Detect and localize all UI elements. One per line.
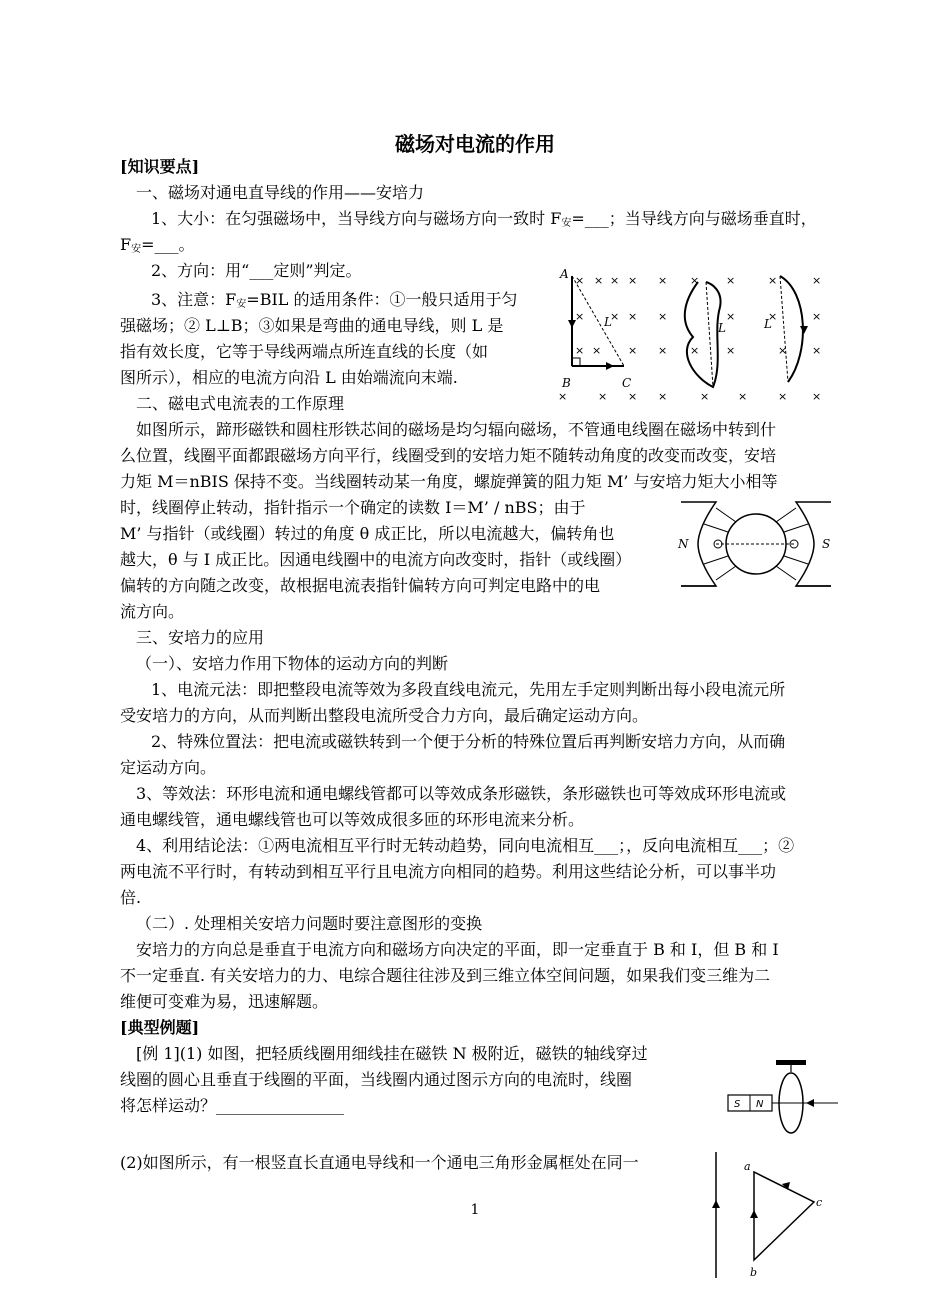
s3-sub1: （一）、安培力作用下物体的运动方向的判断 [136,654,449,673]
svg-text:×: × [726,344,736,357]
s2-line8: 流方向。 [120,602,185,621]
s2-line6: 越大，θ 与 I 成正比。因通电线圈中的电流方向改变时，指针（或线圈） [120,550,632,569]
svg-text:c: c [816,1196,823,1209]
s2-line5: M’ 与指针（或线圈）转过的角度 θ 成正比，所以电流越大，偏转角也 [120,524,615,543]
s2-line7: 偏转的方向随之改变，故根据电流表指针偏转方向可判定电路中的电 [120,576,601,595]
s3-para-line1: 安培力的方向总是垂直于电流方向和磁场方向决定的平面，即一定垂直于 B 和 I，但 B 和 I [136,940,779,959]
svg-text:×: × [726,310,736,323]
magnet-coil-figure [724,1058,844,1138]
svg-text:×: × [738,390,748,403]
svg-text:×: × [658,344,668,357]
svg-text:×: × [700,390,710,403]
svg-text:L: L [718,321,726,335]
svg-text:×: × [610,310,620,323]
svg-text:L: L [604,315,612,329]
svg-text:S: S [734,1099,741,1110]
svg-text:×: × [628,390,638,403]
svg-text:×: × [690,344,700,357]
svg-text:×: × [592,344,602,357]
s1-line6: 指有效长度，它等于导线两端点所连直线的长度（如 [120,342,489,361]
svg-text:A: A [560,267,569,281]
s1-line3: 2、方向：用“___定则”判定。 [151,261,362,280]
section-knowledge-heading: [知识要点] [120,157,200,176]
svg-text:×: × [658,390,668,403]
svg-text:B: B [562,376,571,390]
svg-text:N: N [678,537,689,551]
svg-text:×: × [598,390,608,403]
s2-line1: 如图所示，蹄形磁铁和圆柱形铁芯间的磁场是均匀辐向磁场，不管通电线圈在磁场中转到什 [136,420,777,439]
s2-line4: 时，线圈停止转动，指针指示一个确定的读数 I＝M’ / nBS；由于 [120,498,586,517]
svg-text:a: a [744,1160,751,1173]
example1-line3: 将怎样运动？________________ [120,1096,345,1115]
svg-text:C: C [622,376,632,390]
svg-text:×: × [658,274,668,287]
svg-text:×: × [575,344,585,357]
svg-text:×: × [812,274,822,287]
method4-line1: 4、利用结论法：①两电流相互平行时无转动趋势，同向电流相互___；，反向电流相互___；② [136,836,795,855]
s3-heading: 三、安培力的应用 [136,628,265,647]
svg-text:×: × [628,274,638,287]
example2-line1: (2)如图所示，有一根竖直长直通电导线和一个通电三角形金属框处在同一 [120,1153,639,1172]
s1-heading: 一、磁场对通电直导线的作用——安培力 [136,183,425,202]
s2-heading: 二、磁电式电流表的工作原理 [136,394,345,413]
svg-text:×: × [726,274,736,287]
svg-text:S: S [822,537,831,551]
method3-line2: 通电螺线管，通电螺线管也可以等效成很多匝的环形电流来分析。 [120,810,585,829]
svg-text:×: × [812,344,822,357]
svg-text:×: × [558,390,568,403]
svg-text:L: L [764,317,772,331]
s3-para-line2: 不一定垂直. 有关安培力的力、电综合题往往涉及到三维立体空间问题，如果我们变三维为二 [120,966,771,985]
method4-line3: 倍. [120,888,142,907]
svg-text:×: × [575,274,585,287]
s1-line1: 1、大小：在匀强磁场中，当导线方向与磁场方向一致时 $F_安=\_\_\_$；当导线方向与磁场垂直时， [151,209,817,229]
svg-text:×: × [594,274,604,287]
effective-length-figure [548,262,838,404]
method2-line1: 2、特殊位置法：把电流或磁铁转到一个便于分析的特殊位置后再判断安培力方向，从而确 [151,732,786,751]
galvanometer-figure [676,494,836,594]
svg-text:×: × [778,390,788,403]
svg-text:×: × [768,310,778,323]
method1-line1: 1、电流元法：即把整段电流等效为多段直线电流元，先用左手定则判断出每小段电流元所 [151,680,786,699]
svg-text:×: × [778,344,788,357]
page-number: 1 [470,1202,480,1218]
s1-line7: 图所示），相应的电流方向沿 L 由始端流向末端. [120,368,458,387]
svg-text:×: × [812,390,822,403]
svg-text:×: × [658,310,668,323]
svg-text:×: × [628,310,638,323]
s1-line4: 3、注意：$F_安=BIL$ 的适用条件：①一般只适用于匀 [151,290,518,310]
example1-line2: 线圈的圆心且垂直于线圈的平面，当线圈内通过图示方向的电流时，线圈 [120,1070,633,1089]
s2-line3: 力矩 M＝nBIS 保持不变。当线圈转动某一角度，螺旋弹簧的阻力矩 M’ 与安培力矩大小相等 [120,472,778,491]
s1-line5: 强磁场；② L⊥B；③如果是弯曲的通电导线，则 L 是 [120,316,504,335]
s1-line2: $F_安=\_\_\_$。 [120,235,195,255]
s3-sub2: （二）. 处理相关安培力问题时要注意图形的变换 [136,914,483,933]
svg-text:×: × [610,274,620,287]
examples-heading: [典型例题] [120,1018,200,1037]
method3-line1: 3、等效法：环形电流和通电螺线管都可以等效成条形磁铁，条形磁铁也可等效成环形电流或 [136,784,787,803]
method2-line2: 定运动方向。 [120,758,217,777]
s2-line2: 么位置，线圈平面都跟磁场方向平行，线圈受到的安培力矩不随转动角度的改变而改变，安培 [120,446,777,465]
svg-text:N: N [756,1099,764,1110]
method1-line2: 受安培力的方向，从而判断出整段电流所受合力方向，最后确定运动方向。 [120,706,649,725]
page-title: 磁场对电流的作用 [395,132,555,156]
svg-text:×: × [628,344,638,357]
svg-text:×: × [690,274,700,287]
svg-text:×: × [575,310,585,323]
svg-text:b: b [750,1266,758,1279]
svg-text:×: × [812,310,822,323]
s3-para-line3: 维便可变难为易，迅速解题。 [120,992,329,1011]
method4-line2: 两电流不平行时，有转动到相互平行且电流方向相同的趋势。利用这些结论分析，可以事半功 [120,862,777,881]
svg-text:×: × [768,274,778,287]
example1-line1: [例 1](1) 如图，把轻质线圈用细线挂在磁铁 N 极附近，磁铁的轴线穿过 [136,1044,648,1063]
